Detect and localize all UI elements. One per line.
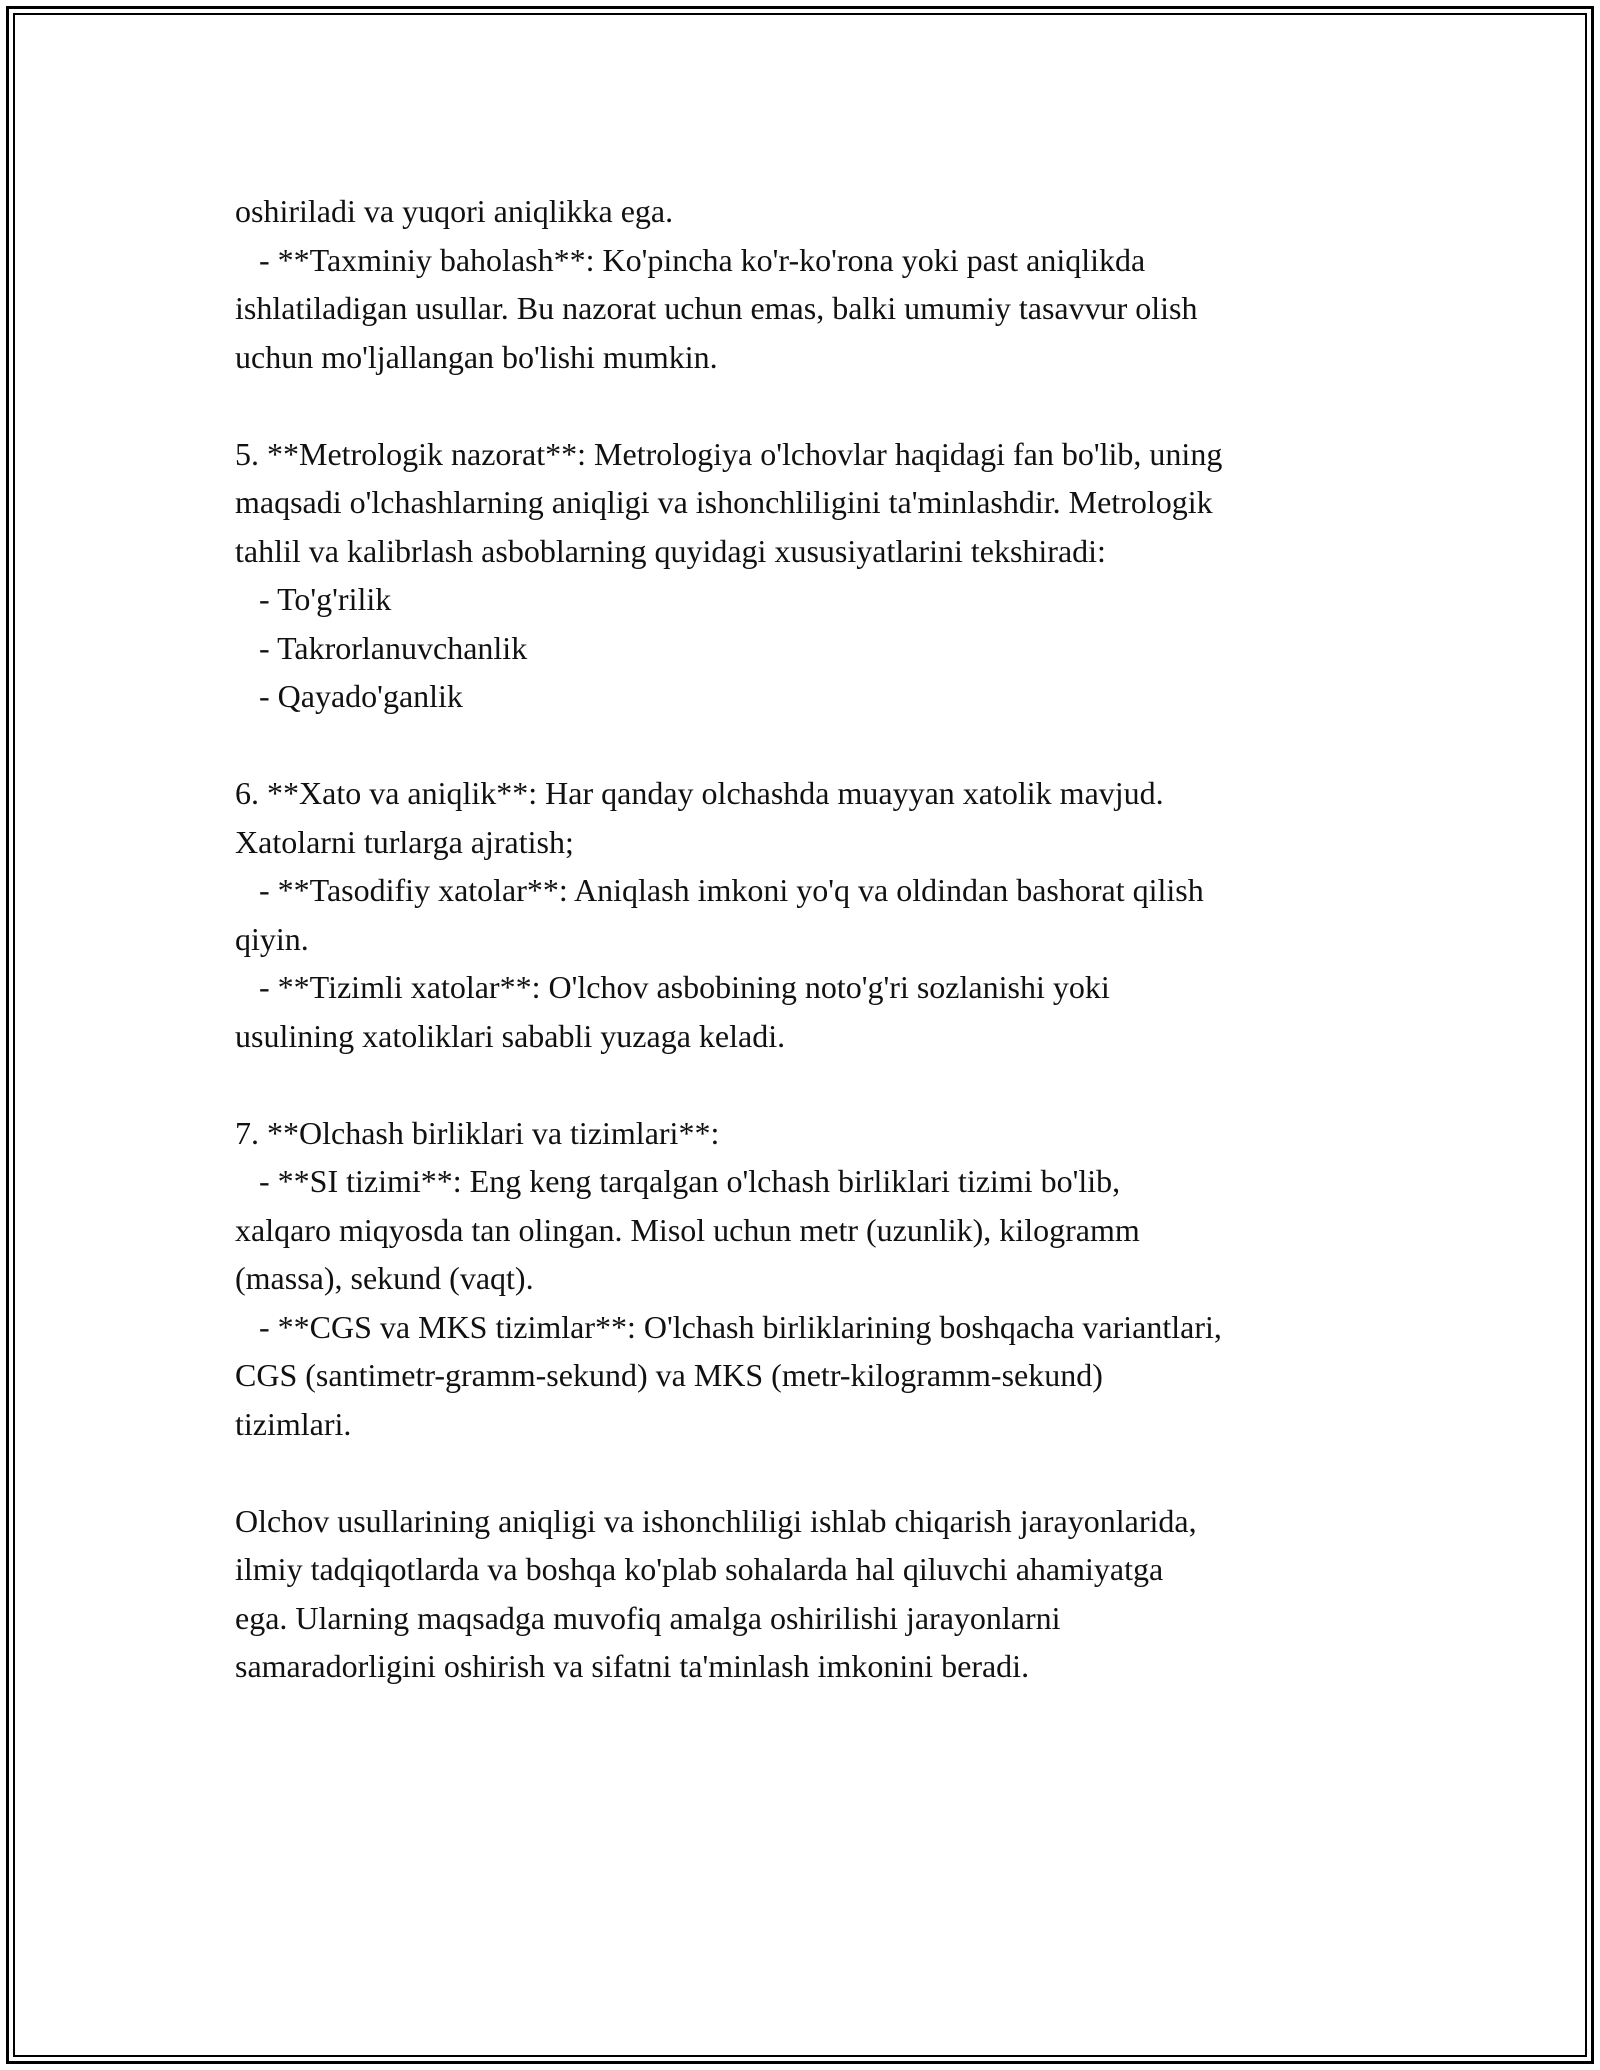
text-line: Olchov usullarining aniqligi va ishonchliligi ishlab chiqarish jarayonlarida, [235, 1502, 1197, 1539]
list-item: - To'g'rilik [235, 581, 392, 617]
text-line: samaradorligini oshirish va sifatni ta'minlash imkonini beradi. [235, 1648, 1030, 1684]
text-line: 7. **Olchash birliklari va tizimlari**: [235, 1114, 720, 1151]
text-line: tahlil va kalibrlash asboblarning quyidagi xususiyatlarini tekshiradi: [235, 532, 1106, 569]
blank-line [235, 721, 1415, 770]
text-line: - **Taxminiy baholash**: Ko'pincha ko'r-ko'rona yoki past aniqlikda [235, 241, 1146, 278]
text-line: maqsadi o'lchashlarning aniqligi va ishonchliligini ta'minlashdir. Metrologik [235, 484, 1213, 520]
text-line: CGS (santimetr-gramm-sekund) va MKS (metr-kilogramm-sekund) [235, 1357, 1103, 1393]
blank-line [235, 1448, 1415, 1497]
text-line: Xatolarni turlarga ajratish; [235, 823, 574, 860]
text-line: 5. **Metrologik nazorat**: Metrologiya o'lchovlar haqidagi fan bo'lib, uning [235, 435, 1223, 472]
blank-line [235, 381, 1415, 430]
list-item: - Qayado'ganlik [235, 678, 463, 714]
text-line: - **Tizimli xatolar**: O'lchov asbobining noto'g'ri sozlanishi yoki [235, 969, 1110, 1005]
text-line: 6. **Xato va aniqlik**: Har qanday olchashda muayyan xatolik mavjud. [235, 775, 1164, 811]
document-body [235, 187, 1415, 1691]
text-line: ishlatiladigan usullar. Bu nazorat uchun emas, balki umumiy tasavvur olish [235, 290, 1198, 326]
text-line: - **CGS va MKS tizimlar**: O'lchash birliklarining boshqacha variantlari, [235, 1308, 1222, 1345]
text-line: usulining xatoliklari sababli yuzaga keladi. [235, 1017, 786, 1054]
text-line: uchun mo'ljallangan bo'lishi mumkin. [235, 338, 718, 375]
text-line: ilmiy tadqiqotlarda va boshqa ko'plab sohalarda hal qiluvchi ahamiyatga [235, 1551, 1164, 1587]
text-line: qiyin. [235, 920, 309, 957]
text-line: - **Tasodifiy xatolar**: Aniqlash imkoni yo'q va oldindan bashorat qilish [235, 872, 1204, 908]
text-line: tizimlari. [235, 1405, 352, 1442]
list-item: - Takrorlanuvchanlik [235, 629, 528, 666]
text-line: ega. Ularning maqsadga muvofiq amalga oshirilishi jarayonlarni [235, 1599, 1061, 1636]
text-line: xalqaro miqyosda tan olingan. Misol uchun metr (uzunlik), kilogramm [235, 1211, 1140, 1248]
text-line: (massa), sekund (vaqt). [235, 1260, 534, 1296]
blank-line [235, 1060, 1415, 1109]
text-line: oshiriladi va yuqori aniqlikka ega. [235, 193, 674, 229]
text-line: - **SI tizimi**: Eng keng tarqalgan o'lchash birliklari tizimi bo'lib, [235, 1163, 1121, 1199]
